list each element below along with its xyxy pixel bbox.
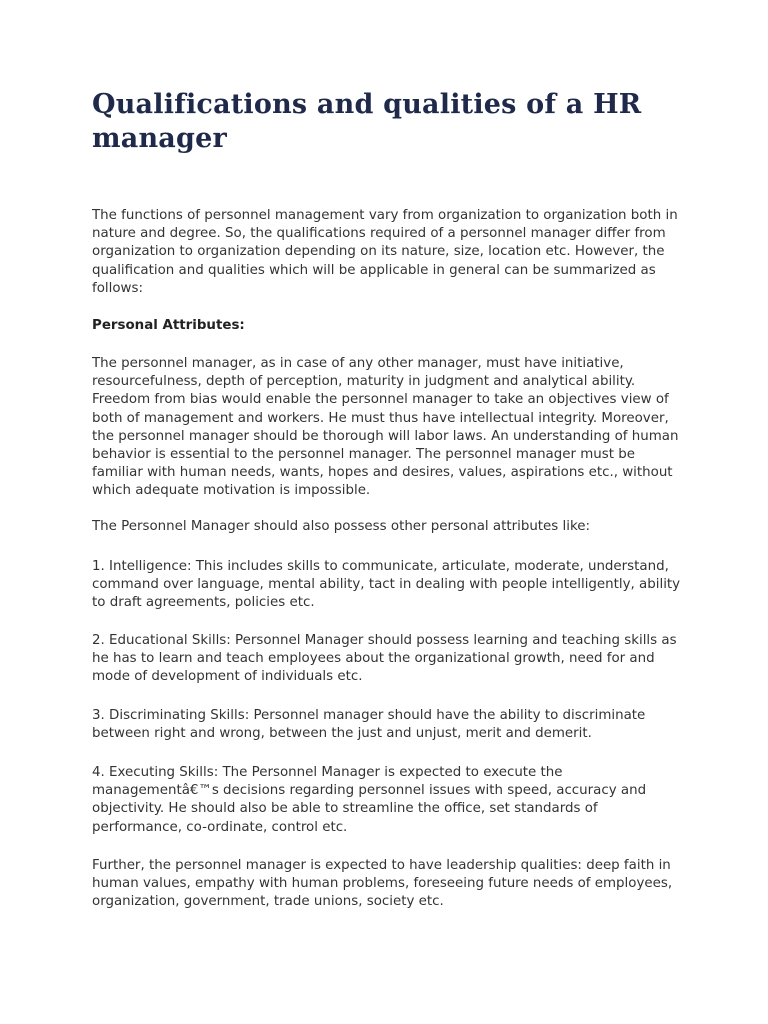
list-item-discriminating-skills: 3. Discriminating Skills: Personnel manager should have the ability to discriminate between right and wrong, between the just and unjust, merit and demerit. (92, 708, 646, 742)
list-item-executing-skills: 4. Executing Skills: The Personnel Manager is expected to execute the managementâ€™s decisions regarding personnel issues with speed, accuracy and objectivity. He should also be able to streamline the office, set standards of performance, co-ordinate, control etc. (92, 765, 647, 835)
other-attributes-paragraph: The Personnel Manager should also possess other personal attributes like: (92, 519, 590, 534)
leadership-paragraph: Further, the personnel manager is expected to have leadership qualities: deep faith in human values, empathy with human problems, foreseeing future needs of employees, organization, government, trade unions, society etc. (92, 858, 673, 910)
personal-attributes-paragraph: The personnel manager, as in case of any other manager, must have initiative, resourcefulness, depth of perception, maturity in judgment and analytical ability. Freedom from bias would enable the personnel manager to take an objectives view of both of management and workers. He must thus have intellectual integrity. Moreover, the personnel manager should be thorough will labor laws. An understanding of human behavior is essential to the personnel manager. The personnel manager must be familiar with human needs, wants, hopes and desires, values, aspirations etc., without which adequate motivation is impossible. (92, 356, 679, 499)
intro-paragraph: The functions of personnel management vary from organization to organization both in nature and degree. So, the qualifications required of a personnel manager differ from organization to organization depending on its nature, size, location etc. However, the qualification and qualities which will be applicable in general can be summarized as follows: (92, 208, 678, 296)
list-item-educational-skills: 2. Educational Skills: Personnel Manager should possess learning and teaching skills as he has to learn and teach employees about the organizational growth, need for and mode of development of individuals etc. (92, 633, 677, 685)
page-title: Qualifications and qualities of a HR manager (92, 89, 642, 154)
section-heading-personal-attributes: Personal Attributes: (92, 318, 245, 333)
list-item-intelligence: 1. Intelligence: This includes skills to communicate, articulate, moderate, understand, command over language, mental ability, tact in dealing with people intelligently, ability to draft agreements, policies etc. (92, 559, 681, 611)
